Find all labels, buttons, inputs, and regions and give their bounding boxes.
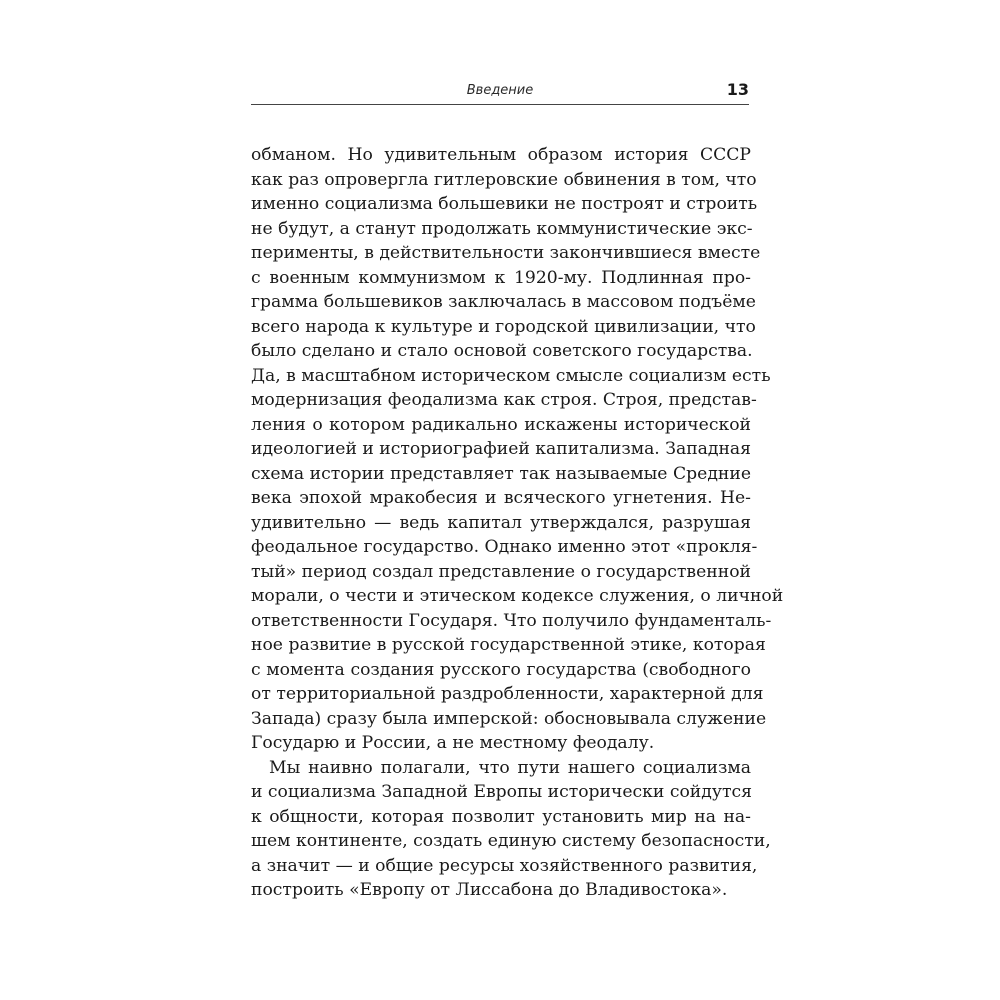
text-line: построить «Европу от Лиссабона до Владивостока». (251, 880, 728, 900)
text-line: модернизация феодализма как строя. Строя, представ- (251, 390, 757, 410)
text-line: а значит — и общие ресурсы хозяйственного развития, (251, 855, 758, 876)
body-text (251, 143, 784, 903)
text-line: с военным коммунизмом к 1920-му. Подлинная про- (251, 267, 751, 288)
header-rule (251, 104, 749, 105)
text-line: Запада) сразу была имперской: обосновывала служение (251, 708, 767, 729)
page-number: 13 (726, 80, 749, 99)
paragraph-1 (251, 143, 784, 756)
text-line: шем континенте, создать единую систему безопасности, (251, 831, 771, 851)
text-line: феодальное государство. Однако именно этот «прокля- (251, 537, 758, 557)
text-line: схема истории представляет так называемые Средние (251, 463, 751, 484)
text-line: с момента создания русского государства (свободного (251, 659, 751, 680)
running-header-title: Введение (466, 83, 534, 98)
text-line: грамма большевиков заключалась в массовом подъёме (251, 292, 756, 312)
text-line: как раз опровергла гитлеровские обвинения в том, что (251, 169, 757, 190)
text-line: ответственности Государя. Что получило фундаменталь- (251, 610, 772, 631)
text-line: было сделано и стало основой советского государства. (251, 341, 753, 361)
text-line: и социализма Западной Европы исторически сойдутся (251, 782, 752, 802)
text-line: идеологией и историографией капитализма. Западная (251, 439, 752, 459)
paragraph-2 (251, 756, 771, 903)
text-line: Государю и России, а не местному феодалу. (251, 733, 655, 753)
text-line: морали, о чести и этическом кодексе служения, о личной (251, 586, 784, 606)
text-line: именно социализма большевики не построят и строить (251, 194, 758, 214)
text-line: не будут, а станут продолжать коммунистические экс- (251, 218, 753, 239)
text-line: всего народа к культуре и городской цивилизации, что (251, 316, 756, 337)
text-line: ления о котором радикально искажены исторической (251, 414, 751, 435)
text-line: к общности, которая позволит установить мир на на- (251, 806, 751, 827)
text-line: удивительно — ведь капитал утверждался, разрушая (251, 512, 751, 533)
text-line: Мы наивно полагали, что пути нашего социализма (269, 757, 751, 778)
text-line: ное развитие в русской государственной этике, которая (251, 635, 766, 655)
text-line: Да, в масштабном историческом смысле социализм есть (251, 365, 771, 386)
running-header (251, 80, 749, 106)
text-line: перименты, в действительности закончившиеся вместе (251, 243, 761, 263)
text-line: тый» период создал представление о государственной (251, 561, 751, 582)
text-line: от территориальной раздробленности, характерной для (251, 684, 764, 704)
text-line: века эпохой мракобесия и всяческого угнетения. Не- (251, 488, 751, 508)
text-line: обманом. Но удивительным образом история СССР (251, 145, 751, 165)
